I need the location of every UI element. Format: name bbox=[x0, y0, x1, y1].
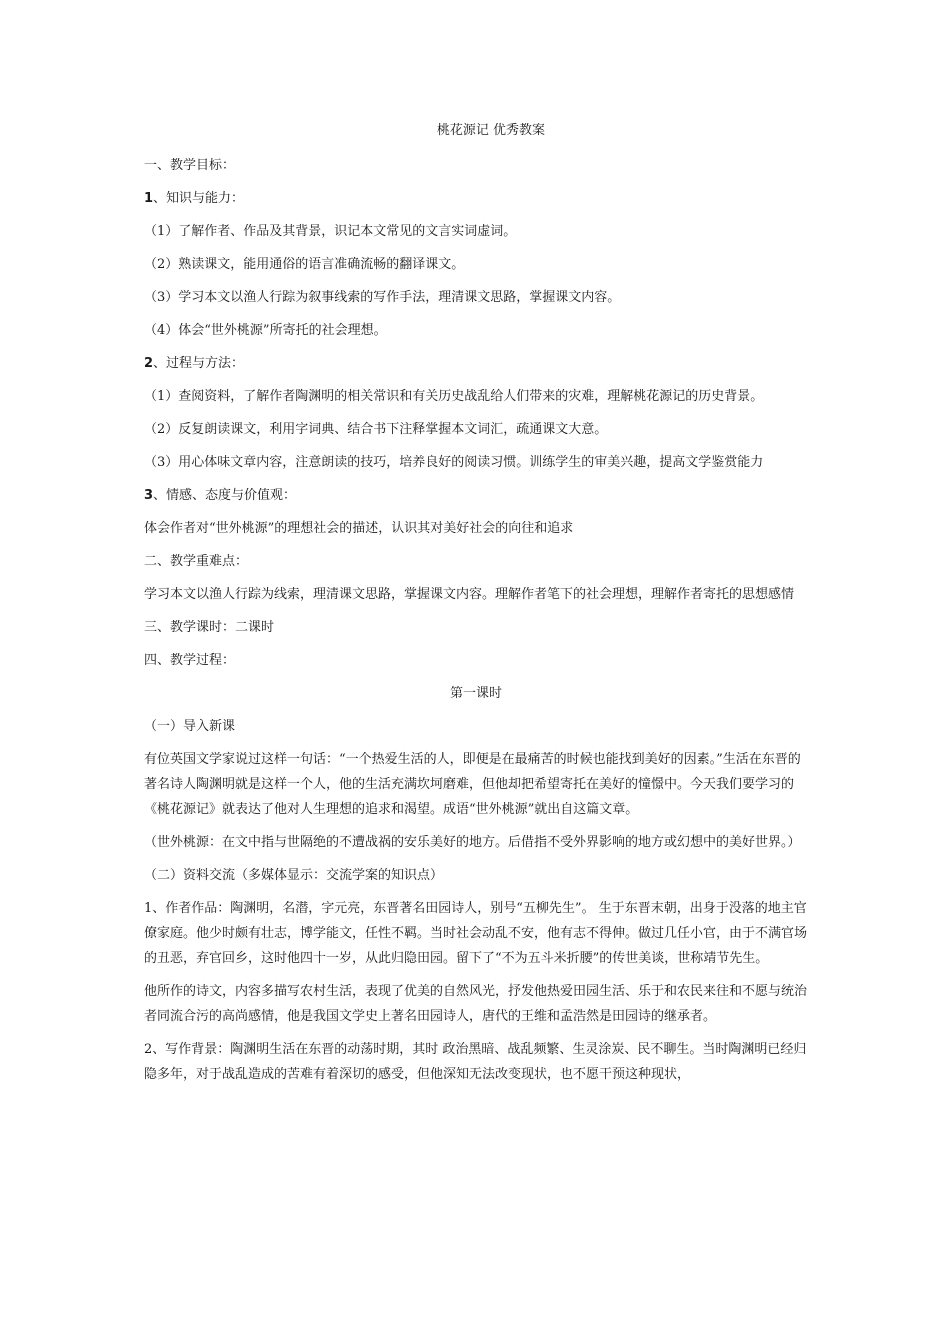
paragraph-note: （世外桃源：在文中指与世隔绝的不遭战祸的安乐美好的地方。后借指不受外界影响的地方或幻想中的美好世界。） bbox=[144, 835, 801, 850]
subsection-heading-knowledge bbox=[144, 186, 808, 211]
section-heading-keypoints: 二、教学重难点： bbox=[144, 554, 249, 569]
subsection-label: 、情感、态度与价值观： bbox=[153, 488, 297, 503]
section-heading-goals: 一、教学目标： bbox=[144, 158, 236, 173]
section-heading-procedure: 四、教学过程： bbox=[144, 653, 236, 668]
list-item: （3）用心体味文章内容，注意朗读的技巧，培养良好的阅读习惯。训练学生的审美兴趣，提高文学鉴赏能力 bbox=[144, 455, 764, 470]
document-body bbox=[144, 118, 808, 1095]
paragraph: 2、写作背景：陶渊明生活在东晋的动荡时期，其时 政治黑暗、战乱频繁、生灵涂炭、民不聊生。当时陶渊明已经归隐多年，对于战乱造成的苦难有着深切的感受，但他深知无法改变现状，也不愿干预这种现状， bbox=[144, 1042, 807, 1082]
list-item: （3）学习本文以渔人行踪为叙事线索的写作手法，理清课文思路，掌握课文内容。 bbox=[144, 290, 621, 305]
subsection-heading-values bbox=[144, 483, 808, 508]
list-item: （2）反复朗读课文，利用字词典、结合书下注释掌握本文词汇，疏通课文大意。 bbox=[144, 422, 608, 437]
part-heading-intro: （一）导入新课 bbox=[144, 719, 236, 734]
paragraph: 1、作者作品：陶渊明，名潜，字元亮，东晋著名田园诗人，别号“五柳先生”。 生于东晋末朝，出身于没落的地主官僚家庭。他少时颇有壮志，博学能文，任性不羁。当时社会动乱不安，他有志不得伸。做过几任小官，由于不满官场的丑恶，弃官回乡，这时他四十一岁，从此归隐田园。留下了“不为五斗米折腰”的传世美谈，世称靖节先生。 bbox=[144, 901, 808, 966]
paragraph: 他所作的诗文，内容多描写农村生活，表现了优美的自然风光，抒发他热爱田园生活、乐于和农民来往和不愿与统治者同流合污的高尚感情，他是我国文学史上著名田园诗人，唐代的王维和孟浩然是田园诗的继承者。 bbox=[144, 984, 808, 1024]
subsection-heading-process bbox=[144, 351, 808, 376]
subsection-label: 、过程与方法： bbox=[153, 356, 245, 371]
list-item: （1）查阅资料，了解作者陶渊明的相关常识和有关历史战乱给人们带来的灾难，理解桃花源记的历史背景。 bbox=[144, 389, 764, 404]
section-heading-hours: 三、教学课时：二课时 bbox=[144, 620, 275, 635]
subsection-number: 1 bbox=[144, 191, 154, 206]
part-heading-materials: （二）资料交流（多媒体显示：交流学案的知识点） bbox=[144, 868, 444, 883]
paragraph: 有位英国文学家说过这样一句话：“一个热爱生活的人，即便是在最痛苦的时候也能找到美好的因素。”生活在东晋的著名诗人陶渊明就是这样一个人，他的生活充满坎坷磨难，但他却把希望寄托在美好的憧憬中。今天我们要学习的《桃花源记》就表达了他对人生理想的追求和渴望。成语“世外桃源”就出自这篇文章。 bbox=[144, 752, 801, 817]
subsection-number: 2 bbox=[144, 356, 154, 371]
subsection-label: 、知识与能力： bbox=[153, 191, 245, 206]
list-item: （1）了解作者、作品及其背景，识记本文常见的文言实词虚词。 bbox=[144, 224, 517, 239]
doc-title: 桃花源记 优秀教案 bbox=[436, 123, 546, 138]
list-item: （4）体会“世外桃源”所寄托的社会理想。 bbox=[144, 323, 387, 338]
paragraph: 学习本文以渔人行踪为线索，理清课文思路，掌握课文内容。理解作者笔下的社会理想，理解作者寄托的思想感情 bbox=[144, 587, 795, 602]
paragraph: 体会作者对“世外桃源”的理想社会的描述，认识其对美好社会的向往和追求 bbox=[144, 521, 574, 536]
lesson-heading: 第一课时 bbox=[449, 686, 502, 701]
list-item: （2）熟读课文，能用通俗的语言准确流畅的翻译课文。 bbox=[144, 257, 465, 272]
subsection-number: 3 bbox=[144, 488, 154, 503]
